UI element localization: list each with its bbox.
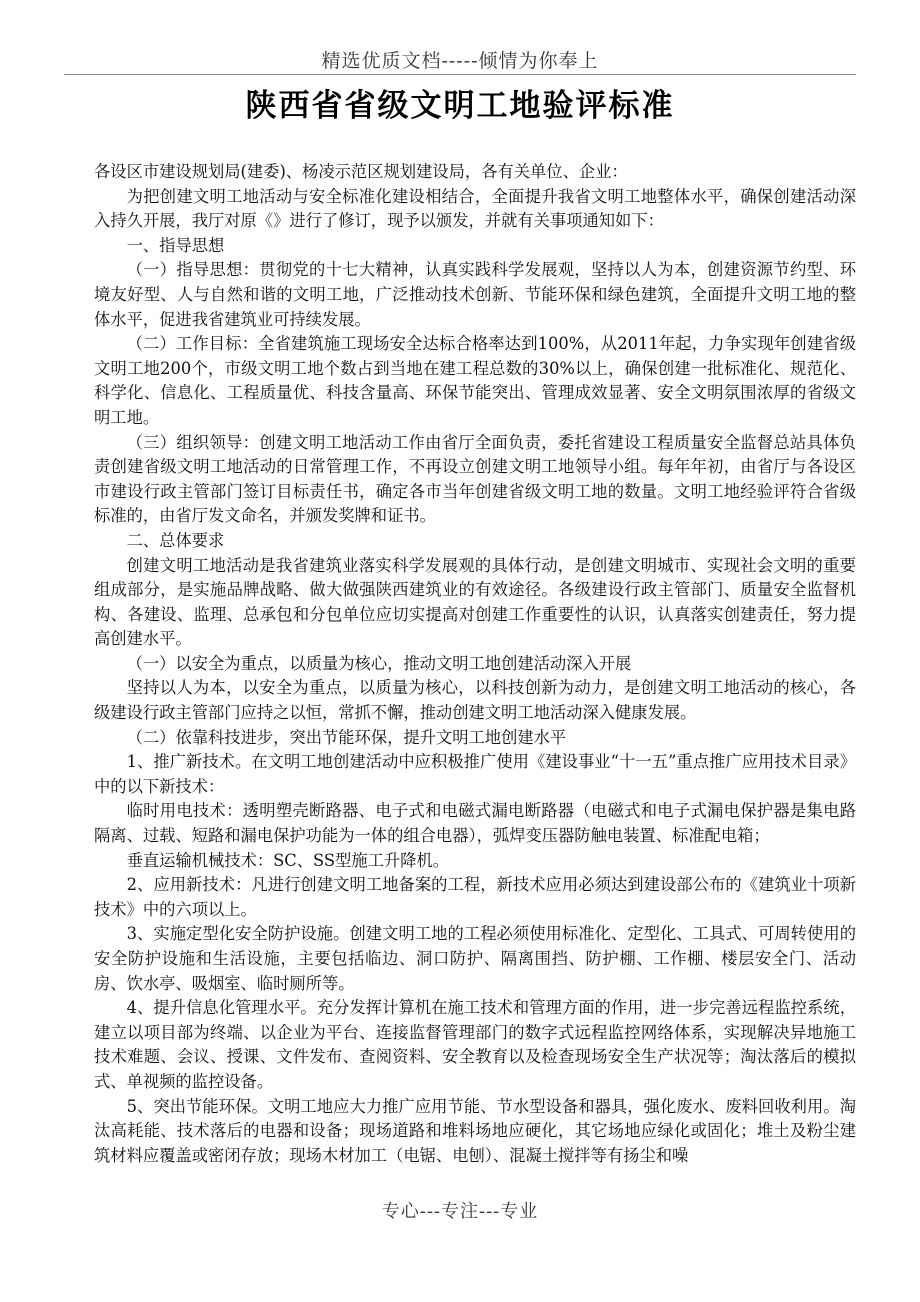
paragraph: 坚持以人为本，以安全为重点，以质量为核心，以科技创新为动力，是创建文明工地活动的核心，各级建设行政主管部门应持之以恒，常抓不懈，推动创建文明工地活动深入健康发展。	[94, 678, 856, 723]
paragraph: （二）依靠科技进步，突出节能环保，提升文明工地创建水平	[126, 727, 567, 747]
header-divider	[64, 74, 856, 75]
paragraph: （二）工作目标：全省建筑施工现场安全达标合格率达到100%，从2011年起，力争实现年创建省级文明工地200个，市级文明工地个数占到当地在建工程总数的30%以上，确保创建一批标准化、规范化、科学化、信息化、工程质量优、科技含量高、环保节能突出、管理成效显著、安全文明氛围浓厚的省级文明工地。	[94, 334, 856, 427]
paragraph: （一）以安全为重点，以质量为核心，推动文明工地创建活动深入开展	[126, 653, 632, 673]
paragraph: 2、应用新技术：凡进行创建文明工地备案的工程，新技术应用必须达到建设部公布的《建筑业十项新技术》中的六项以上。	[94, 875, 856, 919]
paragraph: 创建文明工地活动是我省建筑业落实科学发展观的具体行动，是创建文明城市、实现社会文明的重要组成部分，是实施品牌战略、做大做强陕西建筑业的有效途径。各级建设行政主管部门、质量安全监督机构、各建设、监理、总承包和分包单位应切实提高对创建工作重要性的认识，认真落实创建责任，努力提高创建水平。	[94, 555, 856, 649]
paragraph: 为把创建文明工地活动与安全标准化建设相结合，全面提升我省文明工地整体水平，确保创建活动深入持久开展，我厅对原《》进行了修订，现予以颁发，并就有关事项通知如下：	[94, 186, 856, 231]
paragraph: 4、提升信息化管理水平。充分发挥计算机在施工技术和管理方面的作用，进一步完善远程监控系统，建立以项目部为终端、以企业为平台、连接监督管理部门的数字式远程监控网络体系，实现解决异地施工技术难题、会议、授课、文件发布、查阅资料、安全教育以及检查现场安全生产状况等；淘汰落后的模拟式、单视频的监控设备。	[94, 998, 856, 1091]
paragraph: 二、总体要求	[126, 530, 225, 550]
page-header: 精选优质文档-----倾情为你奉上	[321, 50, 599, 72]
paragraph: 5、突出节能环保。文明工地应大力推广应用节能、节水型设备和器具，强化废水、废料回收利用。淘汰高耗能、技术落后的电器和设备；现场道路和堆料场地应硬化，其它场地应绿化或固化；堆土及粉尘建筑材料应覆盖或密闭存放；现场木材加工（电锯、电刨）、混凝土搅拌等有扬尘和噪	[94, 1096, 856, 1165]
paragraph: 一、指导思想	[126, 235, 225, 255]
page-footer: 专心---专注---专业	[381, 1201, 539, 1222]
document-body	[94, 160, 856, 1168]
document-title: 陕西省省级文明工地验评标准	[245, 88, 675, 124]
paragraph: （一）指导思想：贯彻党的十七大精神，认真实践科学发展观，坚持以人为本，创建资源节约型、环境友好型、人与自然和谐的文明工地，广泛推动技术创新、节能环保和绿色建筑，全面提升文明工地的整体水平，促进我省建筑业可持续发展。	[94, 260, 856, 329]
paragraph: 临时用电技术：透明塑壳断路器、电子式和电磁式漏电断路器（电磁式和电子式漏电保护器是集电路隔离、过载、短路和漏电保护功能为一体的组合电器），弧焊变压器防触电装置、标准配电箱；	[94, 801, 856, 846]
paragraph: 3、实施定型化安全防护设施。创建文明工地的工程必须使用标准化、定型化、工具式、可周转使用的安全防护设施和生活设施，主要包括临边、洞口防护、隔离围挡、防护棚、工作棚、楼层安全门、活动房、饮水亭、吸烟室、临时厕所等。	[94, 924, 856, 993]
paragraph: 1、推广新技术。在文明工地创建活动中应积极推广使用《建设事业“十一五”重点推广应用技术目录》中的以下新技术：	[94, 752, 856, 796]
paragraph: 垂直运输机械技术：SC、SS型施工升降机。	[126, 850, 450, 870]
paragraph: （三）组织领导：创建文明工地活动工作由省厅全面负责，委托省建设工程质量安全监督总站具体负责创建省级文明工地活动的日常管理工作，不再设立创建文明工地领导小组。每年年初，由省厅与各设区市建设行政主管部门签订目标责任书，确定各市当年创建省级文明工地的数量。文明工地经验评符合省级标准的，由省厅发文命名，并颁发奖牌和证书。	[94, 432, 856, 526]
paragraph: 各设区市建设规划局(建委)、杨凌示范区规划建设局，各有关单位、企业：	[94, 162, 628, 181]
